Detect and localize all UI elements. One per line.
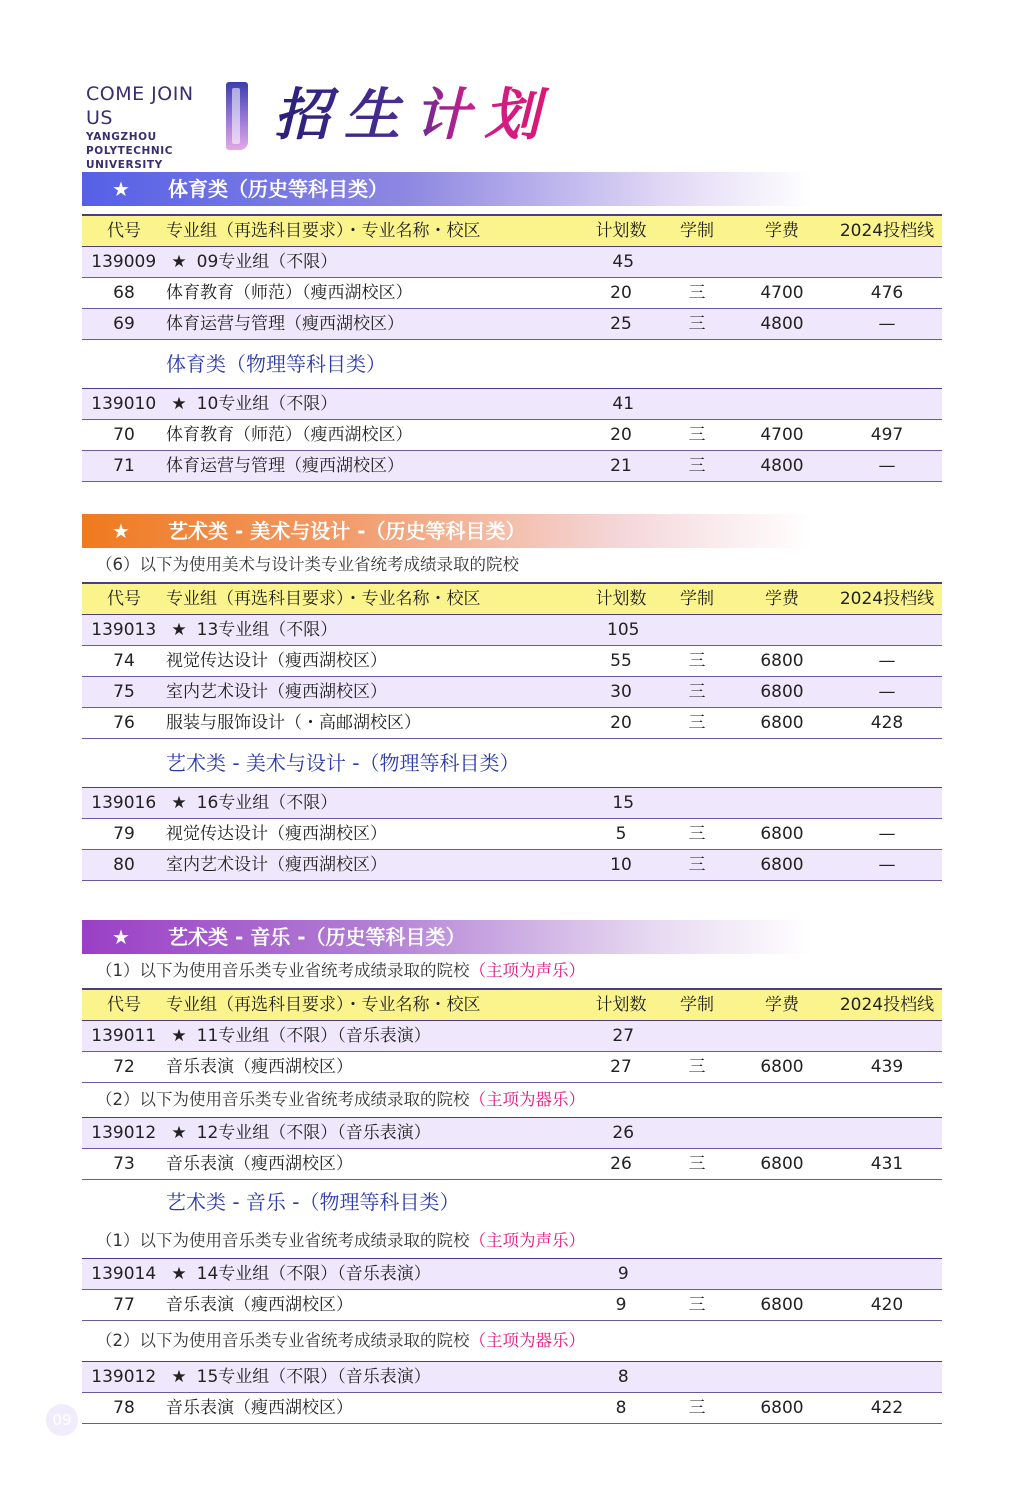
group-code: 139012	[91, 1123, 157, 1143]
cell-plan: 30	[610, 682, 632, 702]
cell-code: 75	[113, 682, 135, 702]
star-icon: ★	[171, 1367, 187, 1387]
star-icon: ★	[171, 1026, 187, 1046]
col-plan: 计划数	[595, 589, 647, 609]
cell-name: 视觉传达设计（瘦西湖校区）	[166, 651, 387, 671]
cell-line: —	[878, 314, 896, 334]
group-row	[82, 247, 942, 278]
cell-years: 三	[688, 713, 706, 733]
cell-plan: 10	[610, 855, 632, 875]
cell-years: 三	[688, 682, 706, 702]
cell-years: 三	[688, 1057, 706, 1077]
group-code: 139010	[91, 394, 157, 414]
group-code: 139014	[91, 1264, 157, 1284]
group-code: 139009	[91, 252, 157, 272]
section-title: 体育类（历史等科目类）	[168, 177, 388, 201]
group-plan: 27	[612, 1026, 635, 1046]
star-icon: ★	[112, 519, 130, 543]
cell-line: 420	[870, 1295, 904, 1315]
cell-plan: 27	[610, 1057, 632, 1077]
group-code: 139012	[91, 1367, 157, 1387]
cell-plan: 20	[610, 283, 632, 303]
cell-name: 音乐表演（瘦西湖校区）	[166, 1295, 353, 1315]
cell-fee: 6800	[760, 713, 804, 733]
note-text: （1）以下为使用音乐类专业省统考成绩录取的院校	[96, 1231, 470, 1250]
cell-years: 三	[688, 1398, 706, 1418]
group-plan: 8	[617, 1367, 629, 1387]
col-name: 专业组（再选科目要求）・专业名称・校区	[166, 221, 481, 241]
section-banner	[82, 172, 812, 206]
subsection-title: 体育类（物理等科目类）	[166, 352, 386, 376]
admission-note	[82, 1321, 942, 1362]
brand-bar-icon	[226, 82, 248, 150]
cell-code: 78	[113, 1398, 135, 1418]
cell-plan: 5	[615, 824, 627, 844]
cell-name: 体育教育（师范）（瘦西湖校区）	[166, 425, 413, 445]
cell-line: —	[878, 855, 896, 875]
cell-line: 497	[870, 425, 904, 445]
note-text: （1）以下为使用音乐类专业省统考成绩录取的院校	[96, 961, 470, 980]
group-name: 09专业组（不限）	[196, 252, 338, 272]
cell-fee: 4700	[760, 283, 804, 303]
note-highlight: （主项为器乐）	[469, 1090, 585, 1109]
cell-code: 71	[113, 456, 135, 476]
section-banner	[82, 514, 812, 548]
note-text: （2）以下为使用音乐类专业省统考成绩录取的院校	[96, 1331, 470, 1350]
cell-plan: 26	[610, 1154, 632, 1174]
table-row	[82, 278, 942, 309]
col-line: 2024投档线	[839, 221, 935, 241]
group-row	[82, 1021, 942, 1052]
col-line: 2024投档线	[839, 589, 935, 609]
cell-fee: 6800	[760, 1154, 804, 1174]
cell-fee: 6800	[760, 855, 804, 875]
table-row	[82, 677, 942, 708]
col-fee: 学费	[765, 221, 799, 241]
table-header	[82, 214, 942, 247]
group-plan: 26	[612, 1123, 635, 1143]
cell-code: 80	[113, 855, 135, 875]
table-row	[82, 1052, 942, 1083]
cell-plan: 20	[610, 425, 632, 445]
cell-name: 体育运营与管理（瘦西湖校区）	[166, 314, 404, 334]
cell-line: 431	[870, 1154, 904, 1174]
group-row	[82, 1362, 942, 1393]
cell-name: 体育教育（师范）（瘦西湖校区）	[166, 283, 413, 303]
cell-years: 三	[688, 651, 706, 671]
section-title: 艺术类 - 美术与设计 -（历史等科目类）	[168, 519, 526, 543]
cell-name: 音乐表演（瘦西湖校区）	[166, 1057, 353, 1077]
cell-code: 76	[113, 713, 135, 733]
group-plan: 15	[612, 793, 635, 813]
cell-line: 476	[870, 283, 904, 303]
admission-note: （6）以下为使用美术与设计类专业省统考成绩录取的院校	[96, 555, 519, 574]
cell-fee: 6800	[760, 1295, 804, 1315]
col-years: 学制	[680, 221, 714, 241]
group-name: 11专业组（不限）（音乐表演）	[196, 1026, 431, 1046]
note-highlight: （主项为声乐）	[469, 961, 585, 980]
star-icon: ★	[171, 1123, 187, 1143]
cell-code: 69	[113, 314, 135, 334]
cell-name: 服装与服饰设计（・高邮湖校区）	[166, 713, 421, 733]
cell-years: 三	[688, 314, 706, 334]
table-row	[82, 309, 942, 340]
cell-years: 三	[688, 283, 706, 303]
col-fee: 学费	[765, 995, 799, 1015]
group-row	[82, 388, 942, 420]
cell-years: 三	[688, 425, 706, 445]
subsection-title: 艺术类 - 美术与设计 -（物理等科目类）	[166, 751, 520, 775]
cell-line: 428	[870, 713, 904, 733]
subsection-title: 艺术类 - 音乐 -（物理等科目类）	[166, 1190, 460, 1214]
cell-code: 73	[113, 1154, 135, 1174]
group-code: 139011	[91, 1026, 157, 1046]
table-row	[82, 708, 942, 739]
note-text: （2）以下为使用音乐类专业省统考成绩录取的院校	[96, 1090, 470, 1109]
cell-plan: 55	[610, 651, 632, 671]
group-name: 10专业组（不限）	[196, 394, 338, 414]
star-icon: ★	[112, 177, 130, 201]
col-years: 学制	[680, 589, 714, 609]
cell-fee: 6800	[760, 824, 804, 844]
admission-note	[82, 1083, 942, 1118]
group-name: 16专业组（不限）	[196, 793, 338, 813]
cell-code: 68	[113, 283, 135, 303]
cell-fee: 6800	[760, 1057, 804, 1077]
col-line: 2024投档线	[839, 995, 935, 1015]
table-row	[82, 646, 942, 677]
admission-note	[82, 1224, 942, 1259]
star-icon: ★	[112, 925, 130, 949]
col-code: 代号	[107, 995, 141, 1015]
brand-slogan: COME JOIN US	[86, 83, 194, 129]
table-row	[82, 819, 942, 850]
cell-fee: 6800	[760, 1398, 804, 1418]
table-row	[82, 451, 942, 482]
cell-name: 室内艺术设计（瘦西湖校区）	[166, 682, 387, 702]
section-banner	[82, 920, 812, 954]
brand-line-university: UNIVERSITY	[86, 159, 163, 171]
cell-code: 70	[113, 425, 135, 445]
cell-fee: 6800	[760, 682, 804, 702]
cell-name: 音乐表演（瘦西湖校区）	[166, 1398, 353, 1418]
group-plan: 9	[617, 1264, 629, 1284]
cell-fee: 6800	[760, 651, 804, 671]
cell-code: 74	[113, 651, 135, 671]
col-name: 专业组（再选科目要求）・专业名称・校区	[166, 589, 481, 609]
cell-fee: 4800	[760, 456, 804, 476]
cell-name: 视觉传达设计（瘦西湖校区）	[166, 824, 387, 844]
page-number: 09	[46, 1404, 78, 1436]
group-row	[82, 787, 942, 819]
star-icon: ★	[171, 620, 187, 640]
cell-years: 三	[688, 824, 706, 844]
table-row	[82, 1149, 942, 1180]
brand-line-yangzhou: YANGZHOU	[86, 131, 157, 143]
cell-code: 72	[113, 1057, 135, 1077]
cell-name: 室内艺术设计（瘦西湖校区）	[166, 855, 387, 875]
cell-plan: 8	[615, 1398, 627, 1418]
cell-years: 三	[688, 1154, 706, 1174]
cell-line: —	[878, 456, 896, 476]
star-icon: ★	[171, 252, 187, 272]
col-code: 代号	[107, 589, 141, 609]
col-years: 学制	[680, 995, 714, 1015]
cell-plan: 20	[610, 713, 632, 733]
group-plan: 41	[612, 394, 635, 414]
star-icon: ★	[171, 1264, 187, 1284]
col-fee: 学费	[765, 589, 799, 609]
cell-line: —	[878, 682, 896, 702]
table-header	[82, 988, 942, 1021]
cell-years: 三	[688, 456, 706, 476]
group-row	[82, 1259, 942, 1290]
star-icon: ★	[171, 394, 187, 414]
group-plan: 105	[607, 620, 640, 640]
table-row	[82, 1393, 942, 1424]
section-sports	[82, 172, 942, 482]
table-row	[82, 850, 942, 881]
group-name: 13专业组（不限）	[196, 620, 338, 640]
group-row	[82, 615, 942, 646]
cell-years: 三	[688, 855, 706, 875]
cell-plan: 25	[610, 314, 632, 334]
group-code: 139016	[91, 793, 157, 813]
cell-fee: 4700	[760, 425, 804, 445]
group-row	[82, 1118, 942, 1149]
group-code: 139013	[91, 620, 157, 640]
table-row	[82, 420, 942, 451]
table-row	[82, 1290, 942, 1321]
cell-code: 79	[113, 824, 135, 844]
cell-fee: 4800	[760, 314, 804, 334]
col-plan: 计划数	[595, 995, 647, 1015]
cell-plan: 21	[610, 456, 632, 476]
group-plan: 45	[612, 252, 635, 272]
cell-line: —	[878, 824, 896, 844]
table-header	[82, 582, 942, 615]
section-title: 艺术类 - 音乐 -（历史等科目类）	[168, 925, 466, 949]
col-name: 专业组（再选科目要求）・专业名称・校区	[166, 995, 481, 1015]
admission-note	[82, 954, 942, 988]
group-name: 15专业组（不限）（音乐表演）	[196, 1367, 431, 1387]
col-code: 代号	[107, 221, 141, 241]
section-fine-arts	[82, 514, 942, 881]
brand-line-polytechnic: POLYTECHNIC	[86, 145, 174, 157]
brand-block	[86, 82, 226, 172]
cell-line: 422	[870, 1398, 904, 1418]
group-name: 14专业组（不限）（音乐表演）	[196, 1264, 431, 1284]
note-highlight: （主项为器乐）	[469, 1331, 585, 1350]
cell-code: 77	[113, 1295, 135, 1315]
cell-name: 音乐表演（瘦西湖校区）	[166, 1154, 353, 1174]
note-highlight: （主项为声乐）	[469, 1231, 585, 1250]
star-icon: ★	[171, 793, 187, 813]
page-title: 招生计划	[274, 82, 554, 148]
section-music	[82, 920, 942, 1424]
cell-years: 三	[688, 1295, 706, 1315]
cell-line: —	[878, 651, 896, 671]
cell-plan: 9	[615, 1295, 627, 1315]
col-plan: 计划数	[595, 221, 647, 241]
group-name: 12专业组（不限）（音乐表演）	[196, 1123, 431, 1143]
cell-line: 439	[870, 1057, 904, 1077]
cell-name: 体育运营与管理（瘦西湖校区）	[166, 456, 404, 476]
